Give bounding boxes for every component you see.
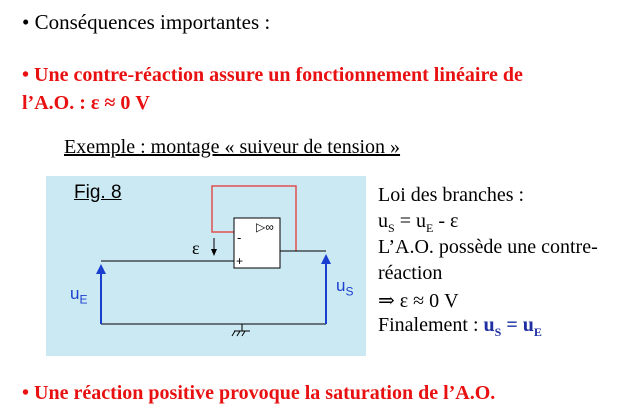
us-label: $u_S$: [336, 276, 354, 299]
point1-line2: l’A.O. : ε ≈ 0 V: [22, 92, 150, 114]
explanation-line5: ⇒ ε ≈ 0 V: [378, 290, 459, 312]
opamp-symbol: ▷∞: [256, 220, 274, 234]
bullet: •: [22, 382, 30, 404]
explanation-line4: réaction: [378, 262, 443, 284]
point2-line: [22, 382, 495, 405]
figure-label: Fig. 8: [74, 182, 122, 203]
explanation-line6: Finalement : $u_S = u_E$: [378, 314, 542, 339]
epsilon-label: ε: [192, 238, 200, 258]
explanation-line2: $u_S = u_E - \varepsilon$: [378, 210, 459, 235]
ground-symbol: [232, 324, 250, 336]
point2-text: Une réaction positive provoque la saturation de l’A.O.: [34, 382, 496, 404]
ue-arrow: [96, 264, 106, 324]
heading: Conséquences importantes :: [34, 10, 271, 34]
bullet: •: [22, 10, 30, 34]
ue-label: $u_E$: [70, 284, 88, 307]
bullet: •: [22, 64, 30, 86]
minus-sign: -: [237, 230, 242, 245]
example-title: Exemple : montage « suiveur de tension »: [64, 136, 401, 158]
plus-sign: +: [236, 254, 244, 268]
explanation-line1: Loi des branches :: [378, 184, 525, 206]
figure-panel: [46, 176, 366, 356]
point1-line1: [22, 64, 523, 87]
point1-text-1: Une contre-réaction assure un fonctionnement linéaire de: [34, 64, 523, 86]
heading-line: [22, 10, 270, 35]
circuit-diagram: [46, 176, 366, 356]
epsilon-arrow: [211, 238, 217, 256]
us-arrow: [321, 254, 331, 324]
explanation-line3: L’A.O. possède une contre-: [378, 236, 598, 258]
